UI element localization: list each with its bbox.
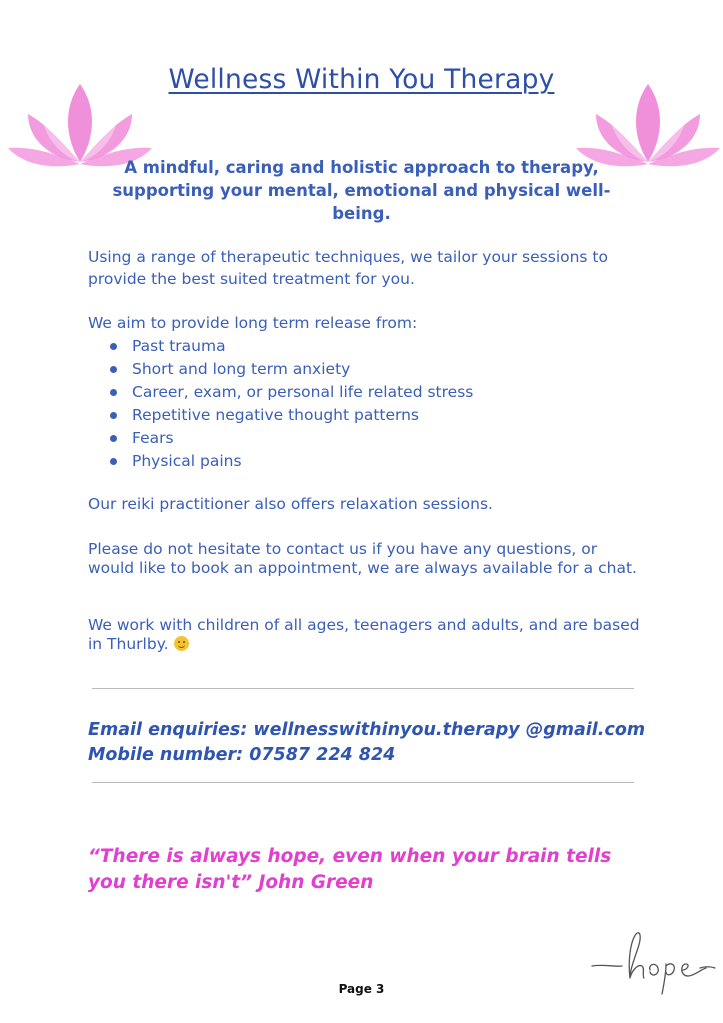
list-item [108, 358, 473, 381]
mobile-number: Mobile number: 07587 224 824 [88, 745, 396, 765]
clients-text: We work with children of all ages, teenagers and adults, and are based in Thurlby. [88, 616, 640, 653]
list-item [108, 450, 473, 473]
bullet-dot-icon [110, 435, 117, 442]
list-item [108, 335, 473, 358]
list-item [108, 381, 473, 404]
list-item-label: Repetitive negative thought patterns [132, 406, 420, 424]
divider-bottom [92, 782, 634, 783]
email-enquiries: Email enquiries: wellnesswithinyou.therapy @gmail.com [88, 720, 646, 740]
page-number: Page 3 [338, 982, 385, 996]
bullet-dot-icon [110, 389, 117, 396]
list-item [108, 404, 473, 427]
reiki-paragraph: Our reiki practitioner also offers relaxation sessions. [88, 495, 493, 513]
contact-invite-paragraph: Please do not hesitate to contact us if you have any questions, or would like to book an appointment, we are always available for a chat. [88, 540, 637, 577]
bullet-dot-icon [110, 366, 117, 373]
bullet-dot-icon [110, 343, 117, 350]
subtitle: A mindful, caring and holistic approach to therapy, supporting your mental, emotional and physical well-being. [112, 158, 611, 223]
list-item-label: Physical pains [132, 452, 242, 470]
list-item-label: Fears [132, 429, 174, 447]
intro-paragraph: Using a range of therapeutic techniques, we tailor your sessions to provide the best suited treatment for you. [88, 248, 608, 288]
smiley-emoji-icon [174, 636, 189, 651]
list-item [108, 427, 473, 450]
divider-top [92, 688, 634, 689]
page-title: Wellness Within You Therapy [168, 64, 555, 95]
clients-paragraph [88, 616, 648, 654]
list-item-label: Career, exam, or personal life related stress [132, 383, 474, 401]
list-item-label: Past trauma [132, 337, 226, 355]
quote: “There is always hope, even when your brain tells you there isn't” John Green [88, 846, 612, 893]
bullet-dot-icon [110, 458, 117, 465]
aims-list [108, 335, 473, 473]
aim-heading: We aim to provide long term release from: [88, 314, 418, 332]
bullet-dot-icon [110, 412, 117, 419]
list-item-label: Short and long term anxiety [132, 360, 351, 378]
